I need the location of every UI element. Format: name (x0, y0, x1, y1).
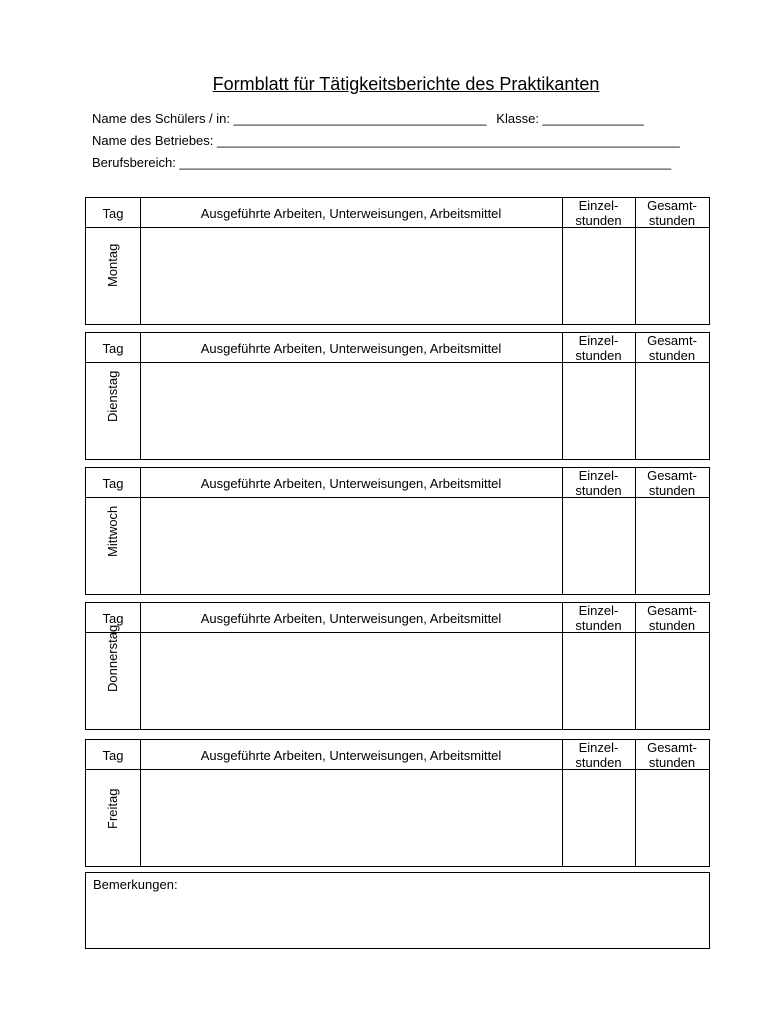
day-label: Mittwoch (105, 505, 120, 557)
header-tag: Tag (102, 611, 124, 626)
header-einzelstunden: Einzel- stunden (575, 740, 622, 770)
header-gesamtstunden: Gesamt- stunden (647, 198, 697, 228)
day-table-freitag (85, 739, 710, 867)
remarks-box[interactable] (85, 872, 710, 949)
student-name-field[interactable]: Name des Schülers / in: ___________________________________ (92, 111, 487, 126)
header-gesamtstunden: Gesamt- stunden (647, 740, 697, 770)
header-arbeiten: Ausgeführte Arbeiten, Unterweisungen, Arbeitsmittel (200, 341, 502, 356)
header-einzelstunden: Einzel- stunden (575, 603, 622, 633)
day-table-mittwoch (85, 467, 710, 595)
company-name-field[interactable]: Name des Betriebes: ________________________________________________________________ (92, 133, 680, 148)
header-einzelstunden: Einzel- stunden (575, 198, 622, 228)
day-table-montag (85, 197, 710, 325)
class-field[interactable]: Klasse: ______________ (496, 111, 644, 126)
day-table-donnerstag (85, 602, 710, 730)
day-label: Montag (105, 243, 120, 287)
header-gesamtstunden: Gesamt- stunden (647, 333, 697, 363)
day-table-dienstag (85, 332, 710, 460)
header-arbeiten: Ausgeführte Arbeiten, Unterweisungen, Arbeitsmittel (200, 476, 502, 491)
header-einzelstunden: Einzel- stunden (575, 333, 622, 363)
header-einzelstunden: Einzel- stunden (575, 468, 622, 498)
day-label: Freitag (105, 788, 120, 829)
header-tag: Tag (102, 476, 124, 491)
header-tag: Tag (102, 206, 124, 221)
header-gesamtstunden: Gesamt- stunden (647, 468, 697, 498)
header-arbeiten: Ausgeführte Arbeiten, Unterweisungen, Arbeitsmittel (200, 748, 502, 763)
header-gesamtstunden: Gesamt- stunden (647, 603, 697, 633)
header-arbeiten: Ausgeführte Arbeiten, Unterweisungen, Arbeitsmittel (200, 611, 502, 626)
table-header-row (86, 333, 709, 363)
remarks-label: Bemerkungen: (93, 877, 178, 892)
form-title: Formblatt für Tätigkeitsberichte des Praktikanten (212, 74, 600, 94)
header-tag: Tag (102, 341, 124, 356)
day-label: Donnerstag (105, 624, 120, 692)
table-header-row (86, 198, 709, 228)
day-label: Dienstag (105, 370, 120, 422)
table-header-row (86, 603, 709, 633)
table-header-row (86, 740, 709, 770)
occupational-field-field[interactable]: Berufsbereich: ____________________________________________________________________ (92, 155, 672, 170)
table-header-row (86, 468, 709, 498)
student-name-line (92, 111, 644, 126)
header-arbeiten: Ausgeführte Arbeiten, Unterweisungen, Arbeitsmittel (200, 206, 502, 221)
header-tag: Tag (102, 748, 124, 763)
